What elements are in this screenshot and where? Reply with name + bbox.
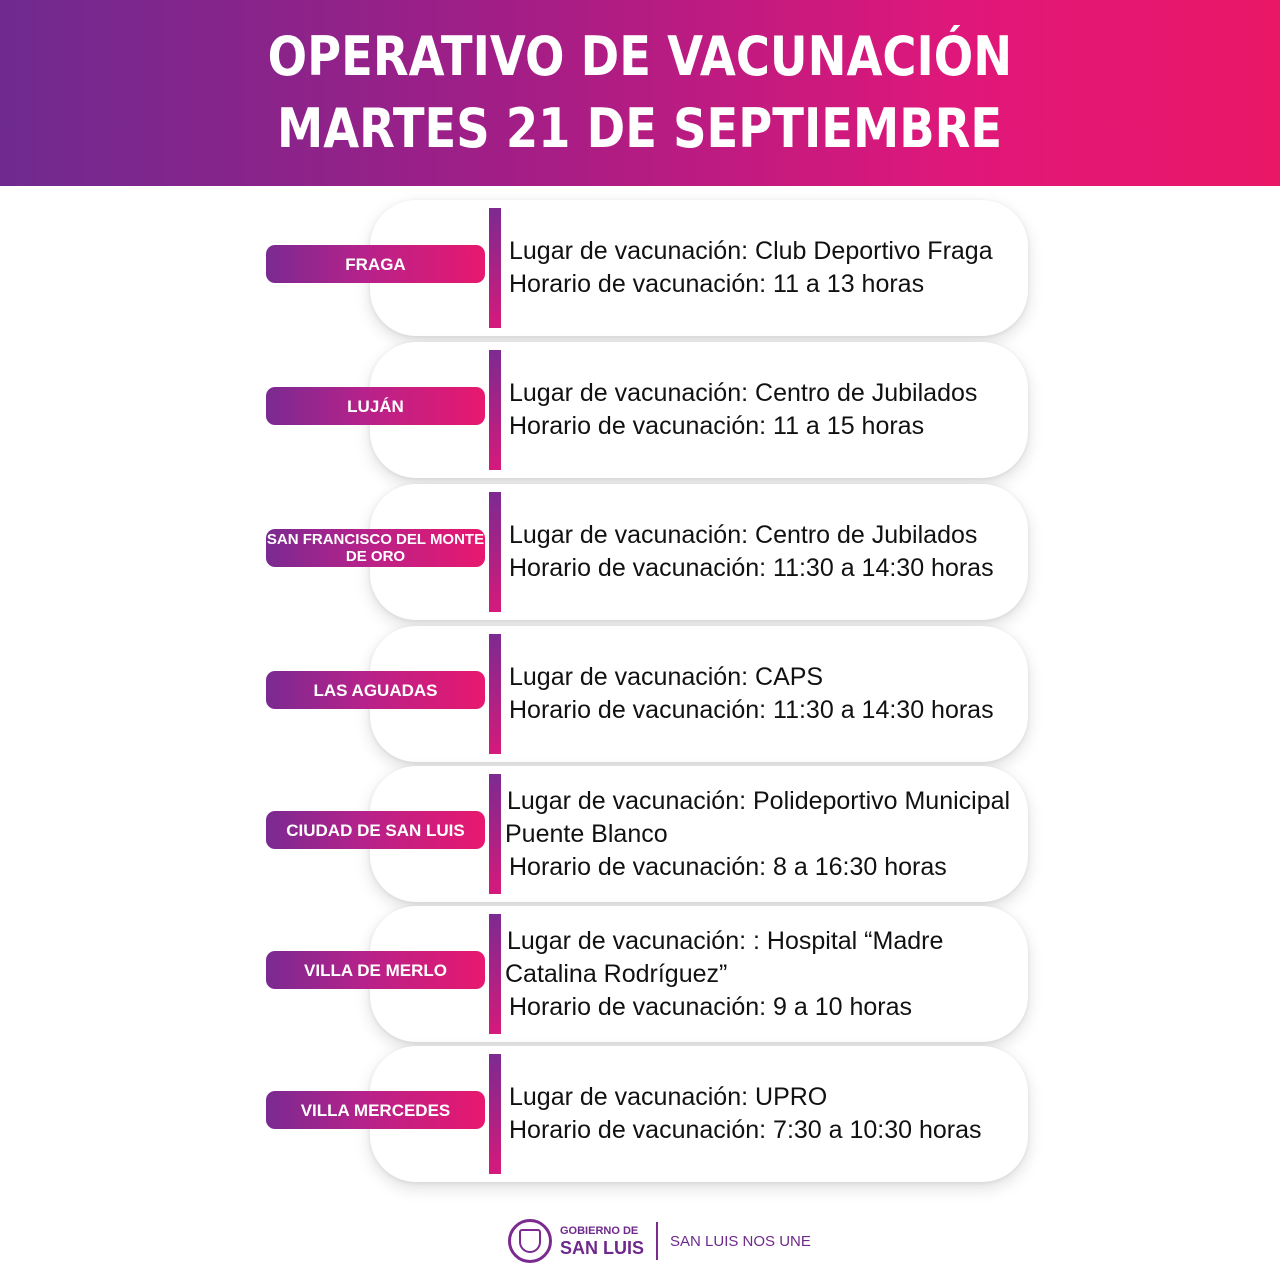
vaccination-hours: Horario de vacunación: 11:30 a 14:30 horas (509, 554, 994, 582)
vaccination-hours: Horario de vacunación: 9 a 10 horas (509, 992, 913, 1021)
accent-bar (489, 350, 501, 470)
location-info (509, 626, 1019, 762)
location-info (505, 906, 1019, 1042)
location-row-las-aguadas (0, 626, 1280, 762)
vaccination-place: Lugar de vacunación: : Hospital “Madre Catalina Rodríguez” (505, 926, 944, 988)
vaccination-hours: Horario de vacunación: 11 a 15 horas (509, 412, 925, 440)
vaccination-hours: Horario de vacunación: 11:30 a 14:30 horas (509, 696, 994, 724)
location-label: SAN FRANCISCO DEL MONTE DE ORO (266, 531, 485, 565)
location-label: VILLA DE MERLO (266, 951, 485, 989)
location-label: LUJÁN (266, 387, 485, 425)
location-label: LAS AGUADAS (266, 671, 485, 709)
vaccination-hours: Horario de vacunación: 11 a 13 horas (509, 270, 925, 298)
header-banner (0, 0, 1280, 186)
vaccination-place: Lugar de vacunación: Centro de Jubilados (509, 379, 978, 407)
location-info (509, 200, 1019, 336)
page-date: MARTES 21 DE SEPTIEMBRE (277, 97, 1003, 160)
location-row-san-francisco (0, 484, 1280, 620)
accent-bar (489, 634, 501, 754)
location-row-villa-mercedes (0, 1046, 1280, 1182)
location-info (509, 484, 1019, 620)
vaccination-hours: Horario de vacunación: 8 a 16:30 horas (509, 852, 947, 881)
accent-bar (489, 492, 501, 612)
vaccination-hours: Horario de vacunación: 7:30 a 10:30 horas (509, 1116, 982, 1144)
vaccination-place: Lugar de vacunación: Centro de Jubilados (509, 521, 978, 549)
vaccination-place: Lugar de vacunación: Polideportivo Municipal Puente Blanco (505, 786, 1011, 848)
footer-divider (656, 1222, 658, 1260)
location-info (509, 1046, 1019, 1182)
government-line2: SAN LUIS (560, 1237, 645, 1258)
footer-slogan: SAN LUIS NOS UNE (670, 1232, 811, 1250)
location-info (509, 342, 1019, 478)
accent-bar (489, 1054, 501, 1174)
location-label: FRAGA (266, 245, 485, 283)
vaccination-place: Lugar de vacunación: CAPS (509, 663, 824, 691)
footer-branding (508, 1216, 811, 1266)
location-row-villa-de-merlo (0, 906, 1280, 1042)
location-info (505, 766, 1019, 902)
page-title: OPERATIVO DE VACUNACIÓN (267, 25, 1013, 88)
accent-bar (489, 208, 501, 328)
location-row-fraga (0, 200, 1280, 336)
location-row-lujan (0, 342, 1280, 478)
vaccination-place: Lugar de vacunación: UPRO (509, 1083, 828, 1111)
accent-bar (489, 914, 501, 1034)
location-row-ciudad-san-luis (0, 766, 1280, 902)
government-logo-text (560, 1225, 644, 1258)
location-label: CIUDAD DE SAN LUIS (266, 811, 485, 849)
government-seal-icon (508, 1219, 552, 1263)
accent-bar (489, 774, 501, 894)
location-label: VILLA MERCEDES (266, 1091, 485, 1129)
government-line1: GOBIERNO DE (560, 1224, 639, 1237)
vaccination-place: Lugar de vacunación: Club Deportivo Fraga (509, 237, 993, 265)
